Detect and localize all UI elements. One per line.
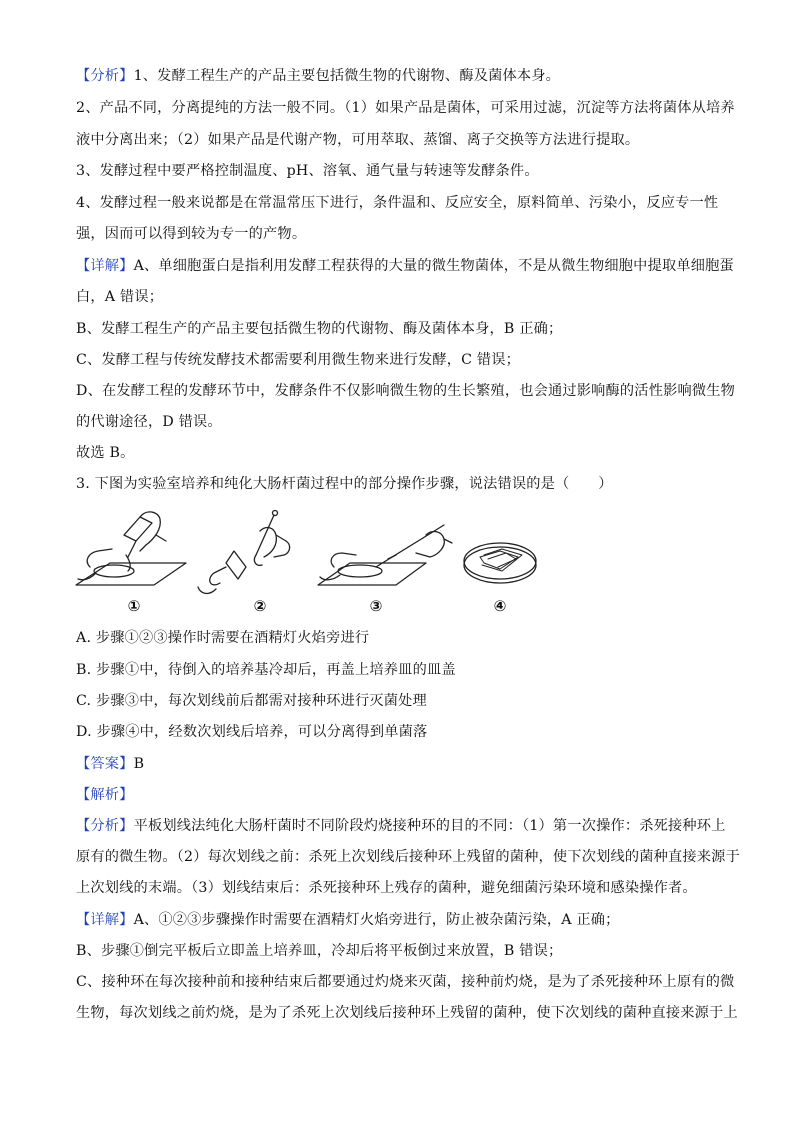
text-line: C、发酵工程与传统发酵技术都需要利用微生物来进行发酵，C 错误； bbox=[76, 352, 521, 368]
text-line: C、接种环在每次接种前和接种结束后都要通过灼烧来灭菌，接种前灼烧，是为了杀死接种环上原有的微 bbox=[76, 974, 735, 990]
option-c: C. 步骤③中，每次划线前后都需对接种环进行灭菌处理 bbox=[76, 693, 427, 709]
text-line: B、发酵工程生产的产品主要包括微生物的代谢物、酶及菌体本身，B 正确； bbox=[76, 321, 563, 337]
text-line: 4、发酵过程一般来说都是在常温常压下进行，条件温和、反应安全，原料简单、污染小，反应专一性 bbox=[76, 195, 719, 211]
step-label-1: ① bbox=[127, 597, 141, 615]
step-label-2: ② bbox=[253, 597, 267, 615]
text-line: 【详解】A、①②③步骤操作时需要在酒精灯火焰旁进行，防止被杂菌污染，A 正确； bbox=[76, 912, 620, 928]
text-line: 原有的微生物。（2）每次划线之前：杀死上次划线后接种环上残留的菌种，使下次划线的菌种直接来源于 bbox=[76, 849, 740, 865]
text-line: 故选 B。 bbox=[76, 445, 135, 461]
text-line: 【分析】平板划线法纯化大肠杆菌时不同阶段灼烧接种环的目的不同：（1）第一次操作：杀死接种环上 bbox=[76, 818, 726, 834]
step-2-illustration bbox=[198, 511, 290, 594]
text-line: 的代谢途径，D 错误。 bbox=[76, 414, 222, 430]
analysis-heading: 【解析】 bbox=[76, 787, 134, 803]
text-line: B、步骤①倒完平板后立即盖上培养皿，冷却后将平板倒过来放置，B 错误； bbox=[76, 943, 563, 959]
text-line: D、在发酵工程的发酵环节中，发酵条件不仅影响微生物的生长繁殖，也会通过影响酶的活性影响微生物 bbox=[76, 383, 736, 399]
text-line: 强，因而可以得到较为专一的产物。 bbox=[76, 226, 307, 242]
procedure-figure bbox=[70, 505, 540, 617]
answer-line: 【答案】B bbox=[76, 756, 145, 772]
step-4-illustration bbox=[464, 543, 536, 583]
text-line: 液中分离出来；（2）如果产品是代谢产物，可用萃取、蒸馏、离子交换等方法进行提取。 bbox=[76, 132, 640, 148]
option-a: A. 步骤①②③操作时需要在酒精灯火焰旁进行 bbox=[76, 630, 370, 646]
step-label-4: ④ bbox=[493, 597, 507, 615]
step-label-3: ③ bbox=[369, 597, 383, 615]
option-d: D. 步骤④中，经数次划线后培养，可以分离得到单菌落 bbox=[76, 724, 428, 740]
text-line: 【详解】A、单细胞蛋白是指利用发酵工程获得的大量的微生物菌体，不是从微生物细胞中提取单细胞蛋 bbox=[76, 258, 734, 274]
text-line: 白，A 错误； bbox=[76, 289, 164, 305]
text-line: 上次划线的末端。（3）划线结束后：杀死接种环上残存的菌种，避免细菌污染环境和感染操作者。 bbox=[76, 880, 697, 896]
option-b: B. 步骤①中，待倒入的培养基冷却后，再盖上培养皿的皿盖 bbox=[76, 662, 456, 678]
question-stem: 3. 下图为实验室培养和纯化大肠杆菌过程中的部分操作步骤，说法错误的是（ ） bbox=[76, 476, 613, 492]
text-line: 生物，每次划线之前灼烧，是为了杀死上次划线后接种环上残留的菌种，使下次划线的菌种直接来源于上 bbox=[76, 1005, 738, 1021]
text-line: 3、发酵过程中要严格控制温度、pH、溶氧、通气量与转速等发酵条件。 bbox=[76, 163, 539, 179]
step-1-illustration bbox=[76, 512, 186, 585]
text-line: 2、产品不同，分离提纯的方法一般不同。（1）如果产品是菌体，可采用过滤，沉淀等方法将菌体从培养 bbox=[76, 100, 735, 116]
text-line: 【分析】1、发酵工程生产的产品主要包括微生物的代谢物、酶及菌体本身。 bbox=[76, 68, 561, 84]
step-3-illustration bbox=[318, 525, 452, 585]
